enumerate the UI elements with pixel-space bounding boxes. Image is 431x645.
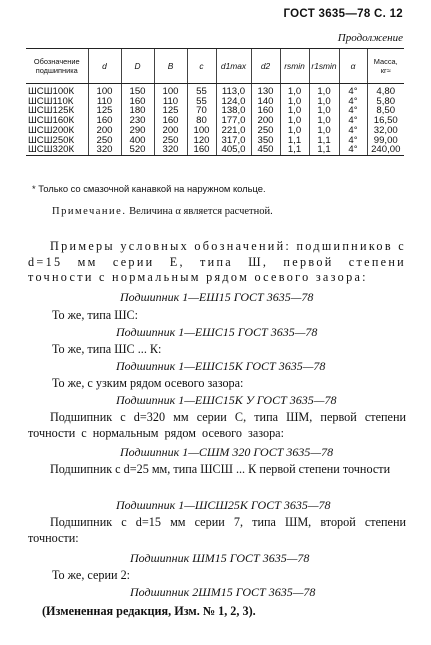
table-cell: 4° <box>339 116 367 126</box>
table-cell: 160 <box>88 116 121 126</box>
table-cell: 405,0 <box>216 145 251 155</box>
table-cell: 99,00 <box>367 136 404 146</box>
table-cell: 160 <box>187 145 216 155</box>
table-cell: 125 <box>88 106 121 116</box>
header-designation: Обозначение подшипника <box>26 49 88 84</box>
table-header-row <box>26 49 404 84</box>
bearing-designation-cell: ШСШ250К <box>28 134 75 146</box>
note-label: Примечание. <box>52 206 127 217</box>
header-d1max: d1max <box>216 49 251 84</box>
table-cell: 4° <box>339 136 367 146</box>
table-row <box>26 126 404 136</box>
table-cell: 200 <box>251 116 280 126</box>
table-cell: 221,0 <box>216 126 251 136</box>
header-alpha: α <box>339 49 367 84</box>
footnote: * Только со смазочной канавкой на наружном кольце. <box>32 183 266 194</box>
bearing-designation-cell: ШСШ110К <box>28 95 74 107</box>
intro-paragraph <box>28 239 406 286</box>
table-cell: 1,0 <box>280 126 309 136</box>
example-4: Подшипник 1—ЕШС15К У ГОСТ 3635—78 <box>116 393 337 407</box>
table-cell: 200 <box>88 126 121 136</box>
bearing-designation-cell: ШСШ160К <box>28 115 75 127</box>
table-cell: 160 <box>121 97 154 107</box>
table-cell: 200 <box>154 126 187 136</box>
line-narrow-clearance: То же, с узким рядом осевого зазора: <box>52 376 244 390</box>
table-cell: 4° <box>339 126 367 136</box>
table-cell: 4,80 <box>367 84 404 97</box>
table-cell: 32,00 <box>367 126 404 136</box>
header-c: c <box>187 49 216 84</box>
table-cell: 290 <box>121 126 154 136</box>
table-cell: 450 <box>251 145 280 155</box>
bearing-table <box>26 48 404 156</box>
table-cell: 1,0 <box>309 106 339 116</box>
table-cell: 5,80 <box>367 97 404 107</box>
line-same-type-sc-k: То же, типа ШС ... К: <box>52 342 162 356</box>
header-d: d <box>88 49 121 84</box>
revision-note: (Измененная редакция, Изм. № 1, 2, 3). <box>42 604 256 618</box>
paragraph-15: Подшипник с d=15 мм серии 7, типа ШМ, второй степени точности: <box>28 515 406 545</box>
table-cell: 240,00 <box>367 145 404 155</box>
table-cell: 120 <box>187 136 216 146</box>
table-cell: 1,1 <box>309 145 339 155</box>
bearing-designation-cell: ШСШ320К <box>26 145 88 155</box>
table-cell: 140 <box>251 97 280 107</box>
example-2: Подшипник 1—ЕШС15 ГОСТ 3635—78 <box>116 325 318 339</box>
table-cell: 1,0 <box>309 126 339 136</box>
header-d2: d2 <box>251 49 280 84</box>
table-row <box>26 145 404 155</box>
table-cell: 520 <box>121 145 154 155</box>
table-cell: 8,50 <box>367 106 404 116</box>
table-cell: 113,0 <box>216 84 251 97</box>
table-cell: 4° <box>339 84 367 97</box>
table-cell: 124,0 <box>216 97 251 107</box>
table-cell: 250 <box>154 136 187 146</box>
table-cell: 177,0 <box>216 116 251 126</box>
table-cell: 1,0 <box>280 97 309 107</box>
table-cell: 110 <box>154 97 187 107</box>
table-row <box>26 106 404 116</box>
continuation-label: Продолжение <box>337 32 403 44</box>
table-cell: 1,0 <box>280 116 309 126</box>
table-cell: 160 <box>154 116 187 126</box>
table-cell: 250 <box>88 136 121 146</box>
intro-text: Примеры условных обозначений: подшипников с d=15 мм серии Е, типа Ш, первой степени точности с нормальным рядом осевого зазора: <box>28 239 406 285</box>
table-cell: 1,0 <box>309 84 339 97</box>
table-cell: 130 <box>251 84 280 97</box>
table-cell: 110 <box>88 97 121 107</box>
table-cell: 230 <box>121 116 154 126</box>
table-cell: 250 <box>251 126 280 136</box>
table-cell: 1,0 <box>280 84 309 97</box>
table-cell: 100 <box>88 84 121 97</box>
table-cell: 320 <box>154 145 187 155</box>
bearing-designation-cell: ШСШ100К <box>28 86 75 97</box>
line-same-type-sc: То же, типа ШС: <box>52 308 139 322</box>
table-cell: 138,0 <box>216 106 251 116</box>
table-cell: 125 <box>154 106 187 116</box>
table-cell: 320 <box>88 145 121 155</box>
paragraph-25: Подшипник с d=25 мм, типа ШСШ ... К первой степени точности <box>50 462 391 476</box>
table-cell: 4° <box>339 106 367 116</box>
example-5: Подшипник 1—СШМ 320 ГОСТ 3635—78 <box>120 445 334 459</box>
table-cell: 400 <box>121 136 154 146</box>
bearing-designation-cell: ШСШ125К <box>28 105 75 117</box>
header-rsmin: rsmin <box>280 49 309 84</box>
table-cell: 55 <box>187 97 216 107</box>
header-mass: Масса, кг≈ <box>367 49 404 84</box>
example-8: Подшипник 2ШМ15 ГОСТ 3635—78 <box>130 585 316 599</box>
table-row <box>26 136 404 146</box>
table-cell: 100 <box>187 126 216 136</box>
example-6: Подшипник 1—ШСШ25К ГОСТ 3635—78 <box>116 498 331 512</box>
table-cell: 1,0 <box>309 97 339 107</box>
paragraph-320: Подшипник с d=320 мм серии С, типа ШМ, первой степени точности с нормальным рядом осевого зазора: <box>28 410 406 440</box>
bearing-designation-cell: ШСШ200К <box>28 124 75 136</box>
table-cell: 317,0 <box>216 136 251 146</box>
table-row <box>26 84 404 97</box>
table-cell: 180 <box>121 106 154 116</box>
table-cell: 4° <box>339 145 367 155</box>
table-cell: 160 <box>251 106 280 116</box>
table-cell: 150 <box>121 84 154 97</box>
line-series-2: То же, серии 2: <box>52 568 131 582</box>
table-cell: 16,50 <box>367 116 404 126</box>
header-r1smin: r1smin <box>309 49 339 84</box>
header-D: D <box>121 49 154 84</box>
table-row <box>26 116 404 126</box>
example-7: Подшипник ШМ15 ГОСТ 3635—78 <box>130 551 310 565</box>
header-B: B <box>154 49 187 84</box>
table-cell: 70 <box>187 106 216 116</box>
note-text: Величина α является расчетной. <box>129 206 273 217</box>
table-cell: 350 <box>251 136 280 146</box>
table-cell: 1,1 <box>280 136 309 146</box>
table-cell: 1,0 <box>280 106 309 116</box>
table-cell: 1,0 <box>309 116 339 126</box>
table-cell: 80 <box>187 116 216 126</box>
table-cell: 1,1 <box>280 145 309 155</box>
note <box>52 206 273 217</box>
example-1: Подшипник 1—ЕШ15 ГОСТ 3635—78 <box>120 290 314 304</box>
table-cell: 4° <box>339 97 367 107</box>
table-cell: 55 <box>187 84 216 97</box>
page-header: ГОСТ 3635—78 С. 12 <box>283 8 403 20</box>
table-row <box>26 97 404 107</box>
example-3: Подшипник 1—ЕШС15К ГОСТ 3635—78 <box>116 359 326 373</box>
table-cell: 1,1 <box>309 136 339 146</box>
table-cell: 100 <box>154 84 187 97</box>
